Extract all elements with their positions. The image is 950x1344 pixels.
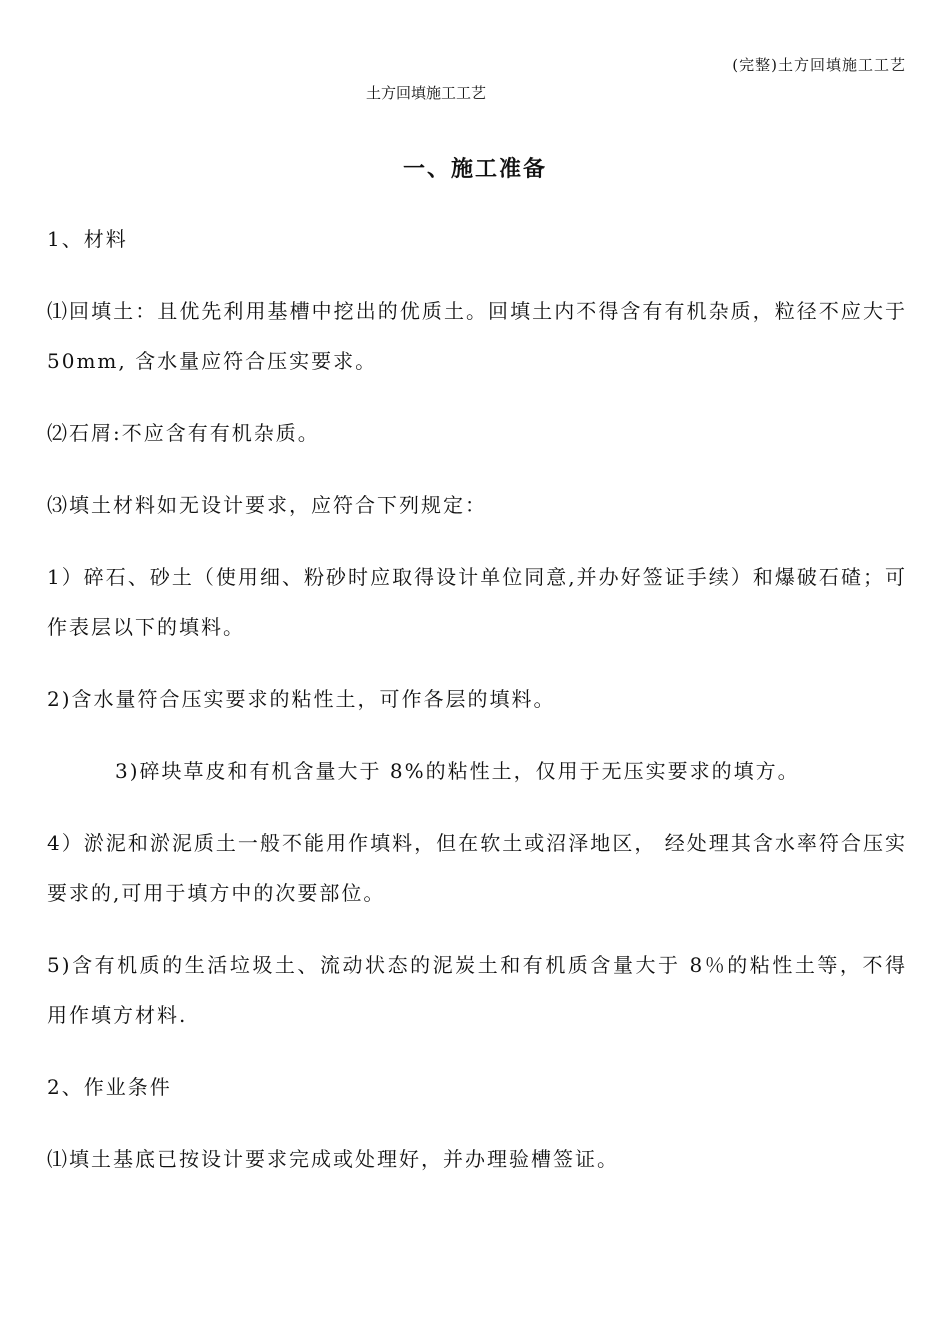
document-title: 土方回填施工工艺 [366, 84, 487, 102]
page-header-text: (完整)土方回填施工工艺 [732, 56, 906, 74]
list-item-2: 2)含水量符合压实要求的粘性土，可作各层的填料。 [47, 687, 556, 711]
paragraph-foundation-ready: ⑴填土基底已按设计要求完成或处理好，并办理验槽签证。 [47, 1147, 619, 1171]
list-item-5: 5)含有机质的生活垃圾土、流动状态的泥炭土和有机质含量大于 8％的粘性土等，不得用作填方材料. [47, 953, 907, 1027]
list-item-1: 1）碎石、砂土（使用细、粉砂时应取得设计单位同意,并办好签证手续）和爆破石碴；可作表层以下的填料。 [47, 565, 907, 639]
subheading-work-conditions: 2、作业条件 [47, 1075, 172, 1099]
paragraph-stone-chips: ⑵石屑:不应含有有机杂质。 [47, 421, 320, 445]
list-item-4: 4）淤泥和淤泥质土一般不能用作填料，但在软土或沼泽地区， 经处理其含水率符合压实要求的,可用于填方中的次要部位。 [47, 831, 907, 905]
list-item-3: 3)碎块草皮和有机含量大于 8%的粘性土，仅用于无压实要求的填方。 [115, 759, 800, 783]
paragraph-fill-rules: ⑶填土材料如无设计要求，应符合下列规定： [47, 493, 487, 517]
paragraph-backfill-soil: ⑴回填土：且优先利用基槽中挖出的优质土。回填土内不得含有有机杂质，粒径不应大于 50mm, 含水量应符合压实要求。 [47, 299, 907, 373]
subheading-materials: 1、材料 [47, 227, 128, 251]
section-heading: 一、施工准备 [402, 156, 547, 182]
